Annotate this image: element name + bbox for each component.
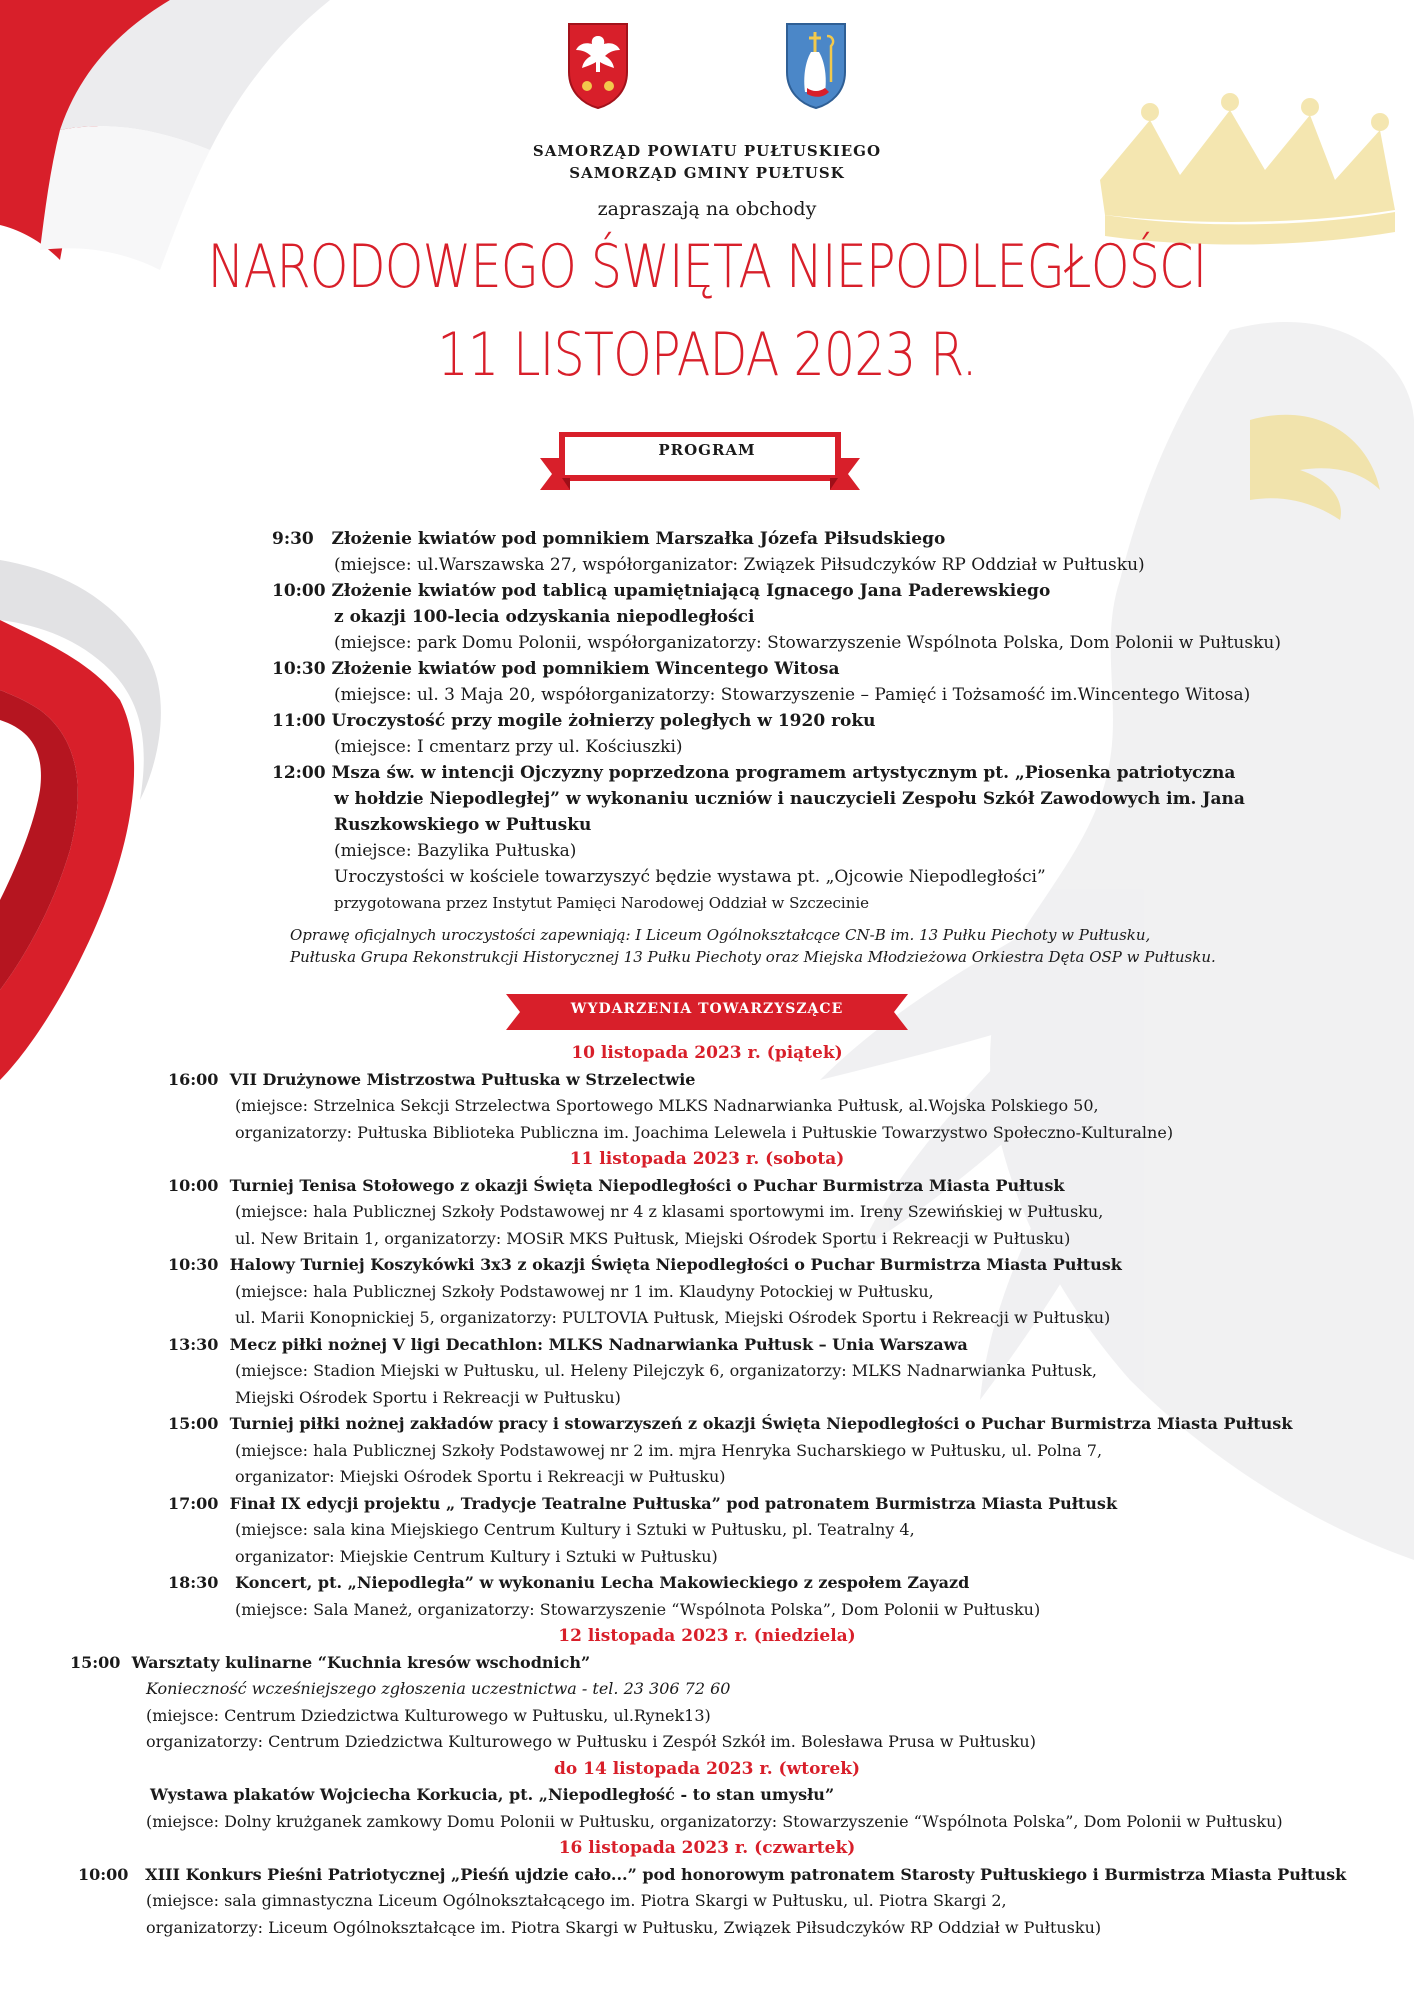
- event-time: 18:30: [168, 1573, 219, 1592]
- program-title: Uroczystość przy mogile żołnierzy poległych w 1920 roku: [331, 711, 876, 731]
- event-title: Halowy Turniej Koszykówki 3x3 z okazji Święta Niepodległości o Puchar Burmistrza Miasta Pułtusk: [229, 1255, 1122, 1274]
- ceremony-note-line: Oprawę oficjalnych uroczystości zapewniają: I Liceum Ogólnokształcące CN-B im. 13 Pułku Piechoty w Pułtusku,: [290, 926, 1151, 944]
- event-time: 10:00: [78, 1864, 129, 1884]
- program-item: [272, 708, 1281, 734]
- program-title-cont: w hołdzie Niepodległej” w wykonaniu uczniów i nauczycieli Zespołu Szkół Zawodowych im. Jana: [334, 789, 1245, 809]
- side-events-label: WYDARZENIA TOWARZYSZĄCE: [570, 1001, 844, 1017]
- event-date: do 14 listopada 2023 r. (wtorek): [553, 1758, 861, 1779]
- event-title: Wystawa plakatów Wojciecha Korkucia, pt. „Niepodległość - to stan umysłu”: [150, 1785, 835, 1804]
- program-label: PROGRAM: [658, 441, 756, 459]
- program-item: [272, 760, 1281, 786]
- event-time: 10:00: [168, 1175, 219, 1195]
- event-title: Finał IX edycji projektu „ Tradycje Teatralne Pułtuska” pod patronatem Burmistrza Miasta Pułtusk: [229, 1493, 1118, 1513]
- event-detail: (miejsce: Sala Maneż, organizatorzy: Stowarzyszenie “Wspólnota Polska”, Dom Polonii w Pułtusku): [235, 1599, 1041, 1619]
- program-item: [272, 656, 1281, 682]
- event-date: 10 listopada 2023 r. (piątek): [571, 1043, 843, 1063]
- event-detail: (miejsce: hala Publicznej Szkoły Podstawowej nr 2 im. mjra Henryka Sucharskiego w Pułtusku, ul. Polna 7,: [235, 1440, 1103, 1460]
- event-date: 16 listopada 2023 r. (czwartek): [558, 1838, 856, 1858]
- program-time: 10:30: [272, 659, 326, 679]
- program-title-cont: Ruszkowskiego w Pułtusku: [334, 815, 592, 835]
- event-title: Koncert, pt. „Niepodległa” w wykonaniu Lecha Makowieckiego z zespołem Zayazd: [235, 1573, 970, 1592]
- program-title-cont: z okazji 100-lecia odzyskania niepodległości: [334, 607, 755, 627]
- event-title: Turniej piłki nożnej zakładów pracy i stowarzyszeń z okazji Święta Niepodległości o Puchar Burmistrza Miasta Pułtusk: [229, 1414, 1293, 1433]
- program-detail: (miejsce: Bazylika Pułtuska): [334, 841, 577, 861]
- event-detail: (miejsce: sala gimnastyczna Liceum Ogólnokształcącego im. Piotra Skargi w Pułtusku, ul. Piotra Skargi 2,: [146, 1891, 1007, 1910]
- event-item: [0, 1491, 1414, 1518]
- event-detail: ul. New Britain 1, organizatorzy: MOSiR MKS Pułtusk, Miejski Ośrodek Sportu i Rekreacji w Pułtusku): [235, 1228, 1071, 1248]
- event-time: 10:30: [168, 1255, 219, 1274]
- event-detail: (miejsce: Centrum Dziedzictwa Kulturowego w Pułtusku, ul.Rynek13): [146, 1705, 711, 1725]
- event-date: 12 listopada 2023 r. (niedziela): [558, 1626, 856, 1646]
- main-title-date: 11 LISTOPADA 2023 R.: [437, 320, 977, 390]
- event-detail: (miejsce: hala Publicznej Szkoły Podstawowej nr 4 z klasami sportowymi im. Ireny Szewińskiej w Pułtusku,: [235, 1202, 1104, 1221]
- program-detail: (miejsce: I cmentarz przy ul. Kościuszki): [334, 737, 683, 757]
- event-time: 15:00: [70, 1652, 121, 1672]
- event-detail: organizatorzy: Pułtuska Biblioteka Publiczna im. Joachima Lelewela i Pułtuskie Towarzystwo Społeczno-Kulturalne): [235, 1122, 1174, 1142]
- event-date: 11 listopada 2023 r. (sobota): [569, 1149, 845, 1169]
- invite-text: zapraszają na obchody: [597, 198, 817, 220]
- organizers: [0, 140, 1414, 184]
- program-title: Msza św. w intencji Ojczyzny poprzedzona programem artystycznym pt. „Piosenka patriotyczna: [331, 763, 1236, 783]
- program-time: 11:00: [272, 711, 326, 731]
- event-detail: (miejsce: Strzelnica Sekcji Strzelectwa Sportowego MLKS Nadnarwianka Pułtusk, al.Wojska Polskiego 50,: [235, 1096, 1099, 1115]
- event-detail: (miejsce: hala Publicznej Szkoły Podstawowej nr 1 im. Klaudyny Potockiej w Pułtusku,: [235, 1281, 934, 1301]
- ceremony-note-line: Pułtuska Grupa Rekonstrukcji Historycznej 13 Pułku Piechoty oraz Miejska Młodzieżowa Orkiestra Dęta OSP w Pułtusku.: [290, 948, 1216, 966]
- organizer-powiat: SAMORZĄD POWIATU PUŁTUSKIEGO: [532, 142, 882, 160]
- program-list: [272, 526, 1281, 916]
- event-note: Konieczność wcześniejszego zgłoszenia uczestnictwa - tel. 23 306 72 60: [146, 1679, 731, 1698]
- event-item: [0, 1411, 1414, 1438]
- program-detail: (miejsce: ul. 3 Maja 20, współorganizatorzy: Stowarzyszenie – Pamięć i Tożsamość im.Wincentego Witosa): [334, 685, 1251, 705]
- side-events-list: [0, 1040, 1414, 1941]
- event-detail: (miejsce: Stadion Miejski w Pułtusku, ul. Heleny Pilejczyk 6, organizatorzy: MLKS Nadnarwianka Pułtusk,: [235, 1361, 1097, 1380]
- event-item: [0, 1173, 1414, 1200]
- program-detail: (miejsce: park Domu Polonii, współorganizatorzy: Stowarzyszenie Wspólnota Polska, Dom Polonii w Pułtusku): [334, 633, 1281, 653]
- program-detail: przygotowana przez Instytut Pamięci Narodowej Oddział w Szczecinie: [334, 894, 870, 912]
- event-item: [0, 1862, 1414, 1889]
- main-title: NARODOWEGO ŚWIĘTA NIEPODLEGŁOŚCI: [207, 232, 1207, 302]
- powiat-eagle-crest-icon: [567, 22, 629, 110]
- event-time: 16:00: [168, 1069, 219, 1089]
- event-time: 15:00: [168, 1414, 219, 1433]
- event-detail: organizatorzy: Centrum Dziedzictwa Kulturowego w Pułtusku i Zespół Szkół im. Bolesława Prusa w Pułtusku): [146, 1732, 1036, 1751]
- event-item: [0, 1252, 1414, 1279]
- program-title: Złożenie kwiatów pod tablicą upamiętniającą Ignacego Jana Paderewskiego: [331, 581, 1051, 601]
- ceremony-note: [290, 924, 1216, 968]
- event-detail: (miejsce: Dolny krużganek zamkowy Domu Polonii w Pułtusku, organizatorzy: Stowarzyszenie “Wspólnota Polska”, Dom Polonii w Pułtusku): [146, 1811, 1283, 1831]
- event-title: VII Drużynowe Mistrzostwa Pułtuska w Strzelectwie: [229, 1069, 696, 1089]
- program-time: 9:30: [272, 529, 314, 549]
- event-time: 17:00: [168, 1493, 219, 1513]
- program-title: Złożenie kwiatów pod pomnikiem Wincentego Witosa: [331, 659, 840, 679]
- program-detail: Uroczystości w kościele towarzyszyć będzie wystawa pt. „Ojcowie Niepodległości”: [334, 867, 1046, 887]
- event-detail: organizator: Miejski Ośrodek Sportu i Rekreacji w Pułtusku): [235, 1467, 726, 1486]
- event-detail: Miejski Ośrodek Sportu i Rekreacji w Pułtusku): [235, 1387, 621, 1407]
- event-detail: organizatorzy: Liceum Ogólnokształcące im. Piotra Skargi w Pułtusku, Związek Piłsudczyków RP Oddział w Pułtusku): [146, 1917, 1102, 1937]
- event-item: [0, 1067, 1414, 1094]
- program-detail: (miejsce: ul.Warszawska 27, współorganizator: Związek Piłsudczyków RP Oddział w Pułtusku): [334, 555, 1145, 575]
- event-title: Mecz piłki nożnej V ligi Decathlon: MLKS Nadnarwianka Pułtusk – Unia Warszawa: [229, 1334, 968, 1354]
- event-title: Warsztaty kulinarne “Kuchnia kresów wschodnich”: [131, 1652, 591, 1672]
- event-title: XIII Konkurs Pieśni Patriotycznej „Pieśń ujdzie cało...” pod honorowym patronatem Starosty Pułtuskiego i Burmistrza Miasta Pułtusk: [145, 1864, 1347, 1884]
- program-time: 12:00: [272, 763, 326, 783]
- event-item: [0, 1332, 1414, 1359]
- event-time: 13:30: [168, 1334, 219, 1354]
- organizer-gmina: SAMORZĄD GMINY PUŁTUSK: [569, 164, 845, 182]
- event-detail: (miejsce: sala kina Miejskiego Centrum Kultury i Sztuki w Pułtusku, pl. Teatralny 4,: [235, 1520, 915, 1539]
- gmina-bishop-crest-icon: [785, 22, 847, 110]
- program-time: 10:00: [272, 581, 326, 601]
- event-title: Turniej Tenisa Stołowego z okazji Święta Niepodległości o Puchar Burmistrza Miasta Pułtusk: [229, 1175, 1065, 1195]
- crests-row: [0, 22, 1414, 122]
- event-item: [0, 1650, 1414, 1677]
- event-item: [0, 1570, 1414, 1597]
- program-title: Złożenie kwiatów pod pomnikiem Marszałka Józefa Piłsudskiego: [331, 529, 946, 549]
- event-detail: ul. Marii Konopnickiej 5, organizatorzy: PULTOVIA Pułtusk, Miejski Ośrodek Sportu i Rekreacji w Pułtusku): [235, 1308, 1111, 1327]
- event-detail: organizator: Miejskie Centrum Kultury i Sztuki w Pułtusku): [235, 1546, 718, 1566]
- program-item: [272, 526, 1281, 552]
- program-item: [272, 578, 1281, 604]
